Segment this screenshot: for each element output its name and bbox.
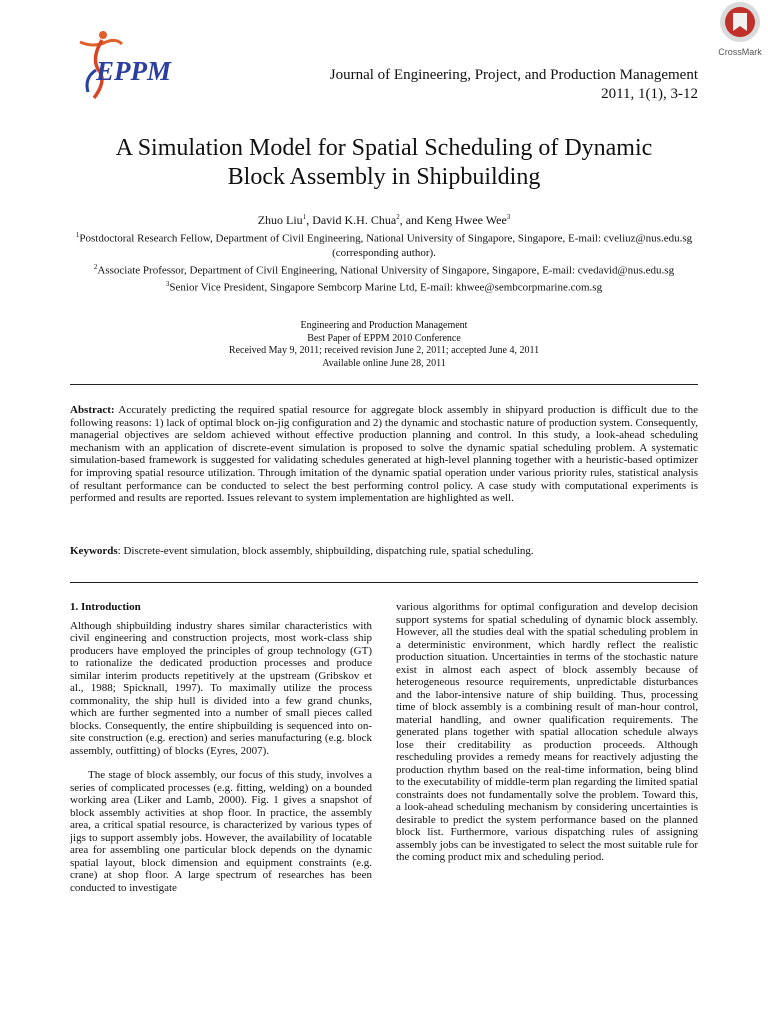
affiliations [60, 228, 708, 295]
title-line-2: Block Assembly in Shipbuilding [227, 164, 541, 190]
title-line-1: A Simulation Model for Spatial Scheduling of Dynamic [115, 135, 653, 161]
publication-info [60, 320, 708, 370]
section-heading: 1. Introduction [70, 601, 141, 613]
affiliation-2-text: Associate Professor, Department of Civil Engineering, National University of Singapore, Singapore, E-mail: cvedavid@nus.edu.sg [97, 264, 675, 277]
abstract [70, 404, 698, 505]
divider-bottom [70, 582, 698, 584]
keywords [70, 545, 698, 558]
journal-citation: 2011, 1(1), 3-12 [601, 86, 698, 102]
affiliation-3-sup: 3 [165, 280, 170, 289]
author-1: Zhuo Liu [257, 213, 303, 227]
intro-paragraph-1: Although shipbuilding industry shares similar characteristics with civil engineering and construction projects, most work-class ship producers have employed the principles of group technology (GT) to rationalize the dedicated production processes and produce similar interim products repetitively at the upstream (Gribskov et al., 1988; Spicknall, 1997). To maximally utilize the process commonality, the ship hull is divided into a few grand chunks, which are further segmented into a number of small pieces called blocks. Consequently, the entire shipbuilding is sequenced into on-site construction (e.g. erection) and series manufacturing (e.g. block assembly, outfitting) of blocks (Eyres, 2007). [70, 619, 372, 757]
affiliation-3 [60, 277, 708, 295]
author-list [40, 209, 728, 228]
best-paper-note: Best Paper of EPPM 2010 Conference [307, 332, 461, 344]
divider-top [70, 384, 698, 386]
online-date: Available online June 28, 2011 [322, 357, 446, 369]
logo-wordmark: EPPM [96, 56, 172, 86]
affiliation-1-text: Postdoctoral Research Fellow, Department of Civil Engineering, National University of Singapore, Singapore, E-mail: cveliuz@nus.edu.sg (corresponding author). [79, 232, 693, 259]
keywords-text: : Discrete-event simulation, block assembly, shipbuilding, dispatching rule, spatial scheduling. [117, 545, 534, 557]
journal-header [330, 66, 698, 104]
affiliation-3-text: Senior Vice President, Singapore Sembcorp Marine Ltd, E-mail: khwee@sembcorpmarine.com.sg [169, 281, 603, 294]
author-1-sup: 1 [302, 213, 307, 221]
intro-paragraph-2: The stage of block assembly, our focus of this study, involves a series of complicated processes (e.g. fitting, welding) on a bounded working area (Liker and Lamb, 2000). Fig. 1 gives a snapshot of block assembly activities at shop floor. In practice, the assembly area, a critical spatial resource, is characterized by various types of jigs to support assembly jobs. However, the availability of locatable area for assembling one particular block depends on the dynamic spatial layout, block dimension and equipment constraints (e.g. crane) at shop floor. A large spectrum of researches has been conducted to investigate [70, 769, 372, 894]
received-dates: Received May 9, 2011; received revision June 2, 2011; accepted June 4, 2011 [228, 345, 540, 356]
affiliation-2-sup: 2 [93, 262, 98, 271]
intro-paragraph-3: various algorithms for optimal configuration and develop decision support systems for spatial scheduling of dynamic block assembly. However, all the studies deal with the spatial scheduling problem in a deterministic environment, which hardly reflect the realistic production situation. Uncertainties in terms of the stochastic nature exist in almost each aspect of block assembly because of heterogeneous resource requirements, unpredictable disturbances and the labor-intensive nature of ship building. Thus, processing time of block assembly is a combining result of man-hour control, material handling, and owner qualification requirements. The generated plans together with spatial allocation schedule always lose their creditability as production proceeds. Although rescheduling provides a remedy means for reactively adjusting the production rhythm based on the real-time information, being blind to the executability of middle-term plan regarding the limited spatial constraints does not fundamentally solve the problem. Toward this, a look-ahead scheduling mechanism by considering uncertainties is desirable to predict the system performance based on the planned block list. Furthermore, various dispatching rules of assigning assembly jobs can be investigated to select the most suitable rule for the coming product mix and scheduling period. [396, 601, 698, 863]
affiliation-1-sup: 1 [75, 231, 80, 239]
author-2: , David K.H. Chua [306, 213, 397, 227]
journal-name: Journal of Engineering, Project, and Production Management [329, 67, 698, 83]
crossmark-badge[interactable] [712, 0, 768, 60]
journal-logo [72, 26, 202, 106]
affiliation-1 [60, 228, 708, 260]
abstract-text: Accurately predicting the required spatial resource for aggregate block assembly in shipyard production is difficult due to the following reasons: 1) lack of optimal block on-jig configuration and 2) the dynamic and stochastic nature of production system. Consequently, managerial objectives are seldom achieved without effective production planning and control. In this study, a look-ahead scheduling mechanism with an application of discrete-event simulation is proposed to solve the dynamic spatial scheduling problem. A systematic simulation-based framework is suggested for validating schedules generated at high-level planning together with a heuristic-based optimizer for improving spatial resource utilization. Through imitation of the dynamic spatial operation under various priority rules, statistical analysis of resultant performance can be conducted to select the best performing control policy. A case study with computational experiments is performed and results are reported. Issues relevant to system implementation are highlighted as well. [70, 404, 698, 505]
crossmark-icon [718, 0, 762, 44]
affiliation-2 [60, 260, 708, 278]
crossmark-label: CrossMark [718, 47, 762, 57]
author-2-sup: 2 [396, 213, 400, 221]
body-column-right [396, 601, 698, 864]
paper-title [40, 134, 728, 192]
keywords-label: Keywords [70, 545, 118, 557]
abstract-label: Abstract: [70, 404, 115, 416]
author-3-sup: 3 [506, 213, 511, 221]
conference-category: Engineering and Production Management [300, 320, 468, 331]
body-column-left [70, 601, 372, 894]
author-3: , and Keng Hwee Wee [399, 213, 507, 227]
